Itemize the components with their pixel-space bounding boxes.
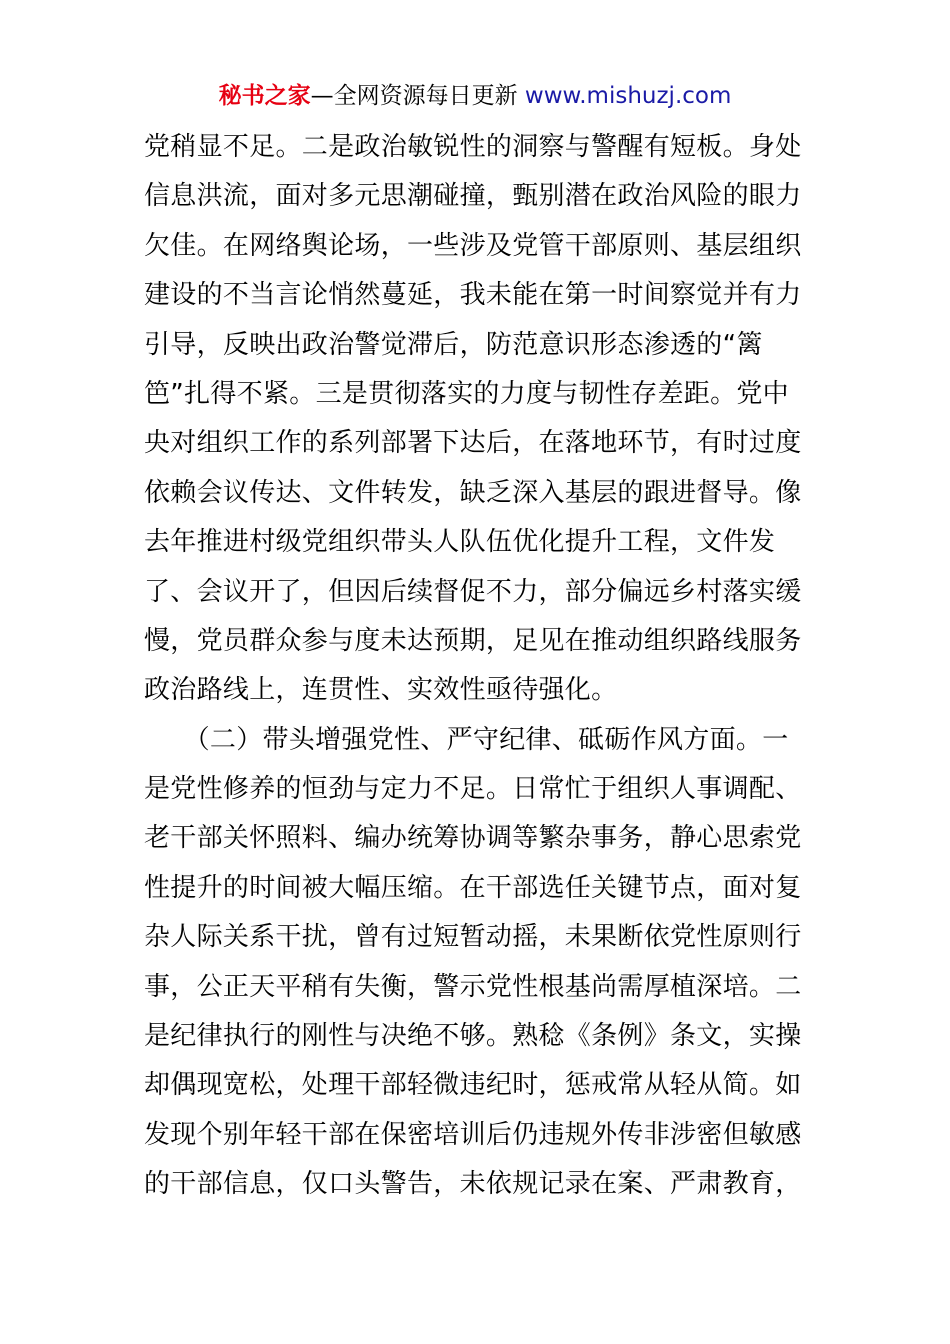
text-line: 依赖会议传达、文件转发，缺乏深入基层的跟进督导。像	[144, 477, 802, 508]
text-line: 政治路线上，连贯性、实效性亟待强化。	[144, 675, 618, 706]
site-header	[0, 80, 950, 112]
text-line: 央对组织工作的系列部署下达后，在落地环节，有时过度	[144, 428, 802, 459]
document-body	[144, 123, 814, 1210]
text-line: 信息洪流，面对多元思潮碰撞，甄别潜在政治风险的眼力	[144, 181, 802, 212]
text-line: 杂人际关系干扰，曾有过短暂动摇，未果断依党性原则行	[144, 922, 802, 953]
section-heading-line: （二）带头增强党性、严守纪律、砥砺作风方面。一	[144, 724, 789, 755]
site-url-link[interactable]: www.mishuzj.com	[524, 83, 732, 109]
text-line: 是党性修养的恒劲与定力不足。日常忙于组织人事调配、	[144, 774, 802, 805]
text-line: 的干部信息，仅口头警告，未依规记录在案、严肃教育，	[144, 1169, 802, 1200]
text-line: 老干部关怀照料、编办统筹协调等繁杂事务，静心思索党	[144, 823, 802, 854]
text-line: 党稍显不足。二是政治敏锐性的洞察与警醒有短板。身处	[144, 132, 802, 162]
site-brand: 秘书之家	[218, 83, 311, 109]
text-line: 笆”扎得不紧。三是贯彻落实的力度与韧性存差距。党中	[144, 378, 789, 409]
text-line: 引导，反映出政治警觉滞后，防范意识形态渗透的“篱	[144, 329, 763, 360]
text-line: 去年推进村级党组织带头人队伍优化提升工程，文件发	[144, 527, 776, 558]
text-line: 建设的不当言论悄然蔓延，我未能在第一时间察觉并有力	[144, 280, 802, 311]
text-line: 性提升的时间被大幅压缩。在干部选任关键节点，面对复	[144, 872, 802, 903]
text-line: 发现个别年轻干部在保密培训后仍违规外传非涉密但敏感	[144, 1119, 802, 1150]
text-line: 了、会议开了，但因后续督促不力，部分偏远乡村落实缓	[144, 576, 802, 607]
text-line: 却偶现宽松，处理干部轻微违纪时，惩戒常从轻从简。如	[144, 1070, 802, 1101]
text-line: 事，公正天平稍有失衡，警示党性根基尚需厚植深培。二	[144, 971, 802, 1002]
site-tagline: —全网资源每日更新	[310, 83, 518, 109]
text-line: 慢，党员群众参与度未达预期，足见在推动组织路线服务	[144, 625, 802, 656]
text-line: 是纪律执行的刚性与决绝不够。熟稔《条例》条文，实操	[144, 1021, 802, 1052]
text-line: 欠佳。在网络舆论场，一些涉及党管干部原则、基层组织	[144, 230, 802, 261]
